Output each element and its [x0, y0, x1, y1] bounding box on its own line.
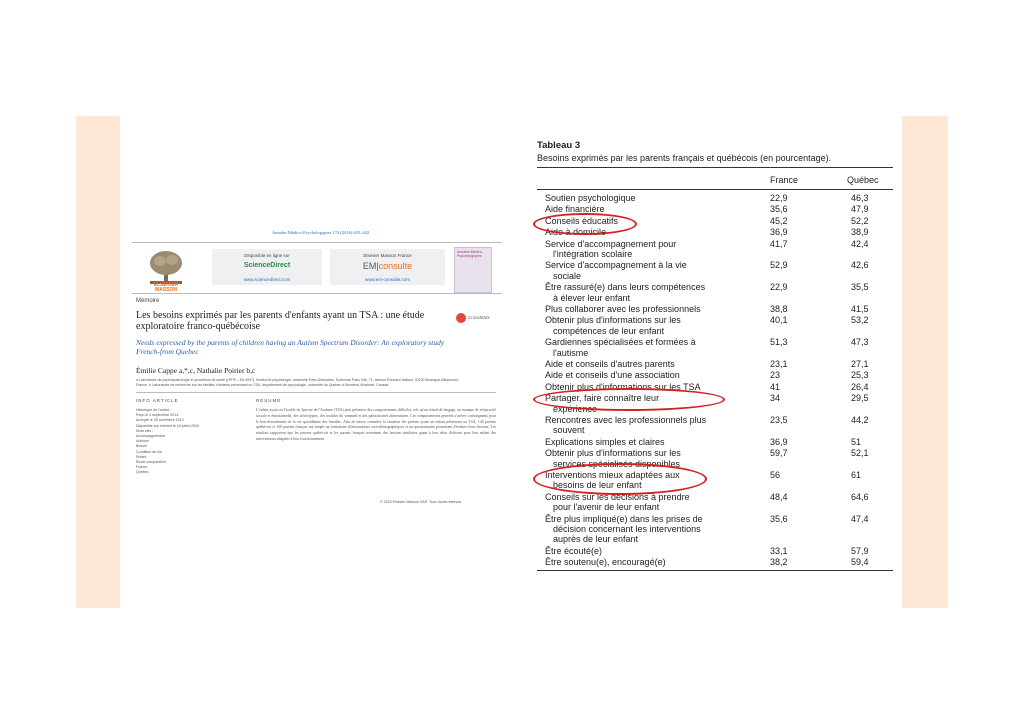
need-text-continued: l'intégration scolaire [553, 249, 633, 259]
need-text: Soutien psychologique [545, 193, 636, 203]
value-quebec: 41,5 [851, 304, 869, 314]
need-label [545, 492, 735, 513]
need-text: Obtenir plus d'informations sur les TSA [545, 381, 701, 392]
value-quebec: 59,4 [851, 557, 869, 568]
table-title: Tableau 3 [537, 140, 581, 151]
need-text: Explications simples et claires [545, 436, 665, 447]
value-france: 38,2 [770, 557, 788, 568]
value-france: 35,6 [770, 204, 788, 215]
resume-heading: RÉSUMÉ [256, 398, 282, 403]
need-label [545, 204, 735, 214]
need-text: Service d'accompagnement à la vie [545, 260, 687, 271]
divider [136, 392, 496, 393]
value-quebec: 57,9 [851, 545, 869, 556]
info-line: Enfant [136, 454, 147, 459]
info-line: Accepté le 25 novembre 2014 [136, 418, 184, 423]
article-title-fr: Les besoins exprimés par les parents d'enfants ayant un TSA : une étude exploratoire franco-québécoise [136, 310, 425, 332]
copyright: © 2015 Elsevier Masson SAS. Tous droits réservés. [380, 500, 463, 504]
need-label [545, 304, 735, 314]
table-caption: Besoins exprimés par les parents français et québécois (en pourcentage). [537, 153, 832, 163]
need-label [545, 546, 735, 556]
value-france: 38,8 [770, 304, 788, 314]
need-text-continued: à élever leur enfant [553, 292, 631, 303]
need-text-continued: sociale [553, 270, 582, 281]
value-france: 36,9 [770, 436, 788, 447]
need-label [545, 193, 735, 203]
article-affiliations: a Laboratoire de psychopathologie et processus de santé (LPPS – EA 4057), Institut de psychologie, université Paris-Descartes, Sorbonne Paris Cité, 71, avenue Édouard-Vaillant, 92100 Boulogne-Billancourt, France. b Laboratoire de recherche sur les familles d'enfants présentant un TSA, département de psychologie, université du Québec à Montréal, Montréal, Canada [136, 378, 459, 387]
value-france: 22,9 [770, 282, 788, 293]
value-france: 35,6 [770, 513, 788, 524]
need-label [545, 448, 735, 469]
need-text-continued: compétences de leur enfant [553, 325, 665, 336]
value-quebec: 61 [851, 470, 862, 480]
info-line: Québec [136, 470, 149, 475]
need-text: Interventions mieux adaptées aux [545, 470, 680, 480]
value-france: 34 [770, 393, 781, 404]
info-line: Mots clés : [136, 428, 154, 433]
need-text-continued: l'autisme [553, 347, 589, 358]
need-label [545, 370, 735, 380]
column-header-france: France [770, 175, 799, 185]
online-label: Disponible en ligne sur [244, 253, 290, 258]
need-text-continued: besoins de leur enfant [553, 480, 642, 491]
column-header-quebec: Québec [847, 175, 879, 185]
need-text: Aide et conseils d'une association [545, 370, 680, 381]
info-line: Reçu le 3 septembre 2014 [136, 413, 179, 418]
need-text: Conseils sur les décisions à prendre [545, 491, 690, 502]
value-france: 23,5 [770, 415, 788, 425]
em-logo-em: EM [362, 261, 377, 271]
need-label [545, 216, 735, 226]
value-quebec: 52,2 [851, 215, 869, 226]
info-line: Condition de vie [136, 449, 162, 454]
journal-reference: Annales Médico-Psychologiques 174 (2016) 635–642 [272, 230, 370, 235]
need-label [545, 315, 735, 336]
need-text: Rencontres avec les professionnels plus [545, 415, 707, 425]
value-quebec: 38,9 [851, 227, 869, 238]
need-label [545, 239, 735, 260]
value-france: 51,3 [770, 337, 788, 348]
value-quebec: 64,6 [851, 491, 869, 502]
em-logo-consulte: consulte [378, 261, 413, 271]
table-header-rule [537, 189, 893, 190]
sciencedirect-logo: ScienceDirect [243, 262, 291, 269]
value-france: 45,2 [770, 215, 788, 226]
article-header [132, 242, 502, 294]
em-consulte-box[interactable] [330, 249, 445, 285]
need-label [545, 282, 735, 303]
need-text-continued: expérience [553, 403, 598, 414]
value-france: 48,4 [770, 491, 788, 502]
need-text-continued: auprès de leur enfant [553, 534, 639, 545]
need-text-continued: services spécialisés disponibles [553, 458, 681, 469]
article-info [136, 408, 236, 476]
value-quebec: 47,9 [851, 204, 869, 215]
elsevier-france-label: Elsevier Masson France [363, 253, 412, 258]
value-quebec: 47,4 [851, 513, 869, 524]
article-authors: Émilie Cappe a,*,c, Nathalie Poirier b,c [136, 366, 256, 375]
value-quebec: 47,3 [851, 337, 869, 348]
need-label [545, 415, 735, 436]
info-line: Disponible sur Internet le 18 juillet 2015 [136, 423, 199, 428]
need-label [545, 557, 735, 567]
need-label [545, 337, 735, 358]
cover-title: Annales Médico-Psychologiques [457, 250, 484, 258]
value-quebec: 53,2 [851, 315, 869, 326]
need-text: Être plus impliqué(e) dans les prises de [545, 513, 703, 524]
value-france: 23 [770, 370, 781, 381]
value-quebec: 25,3 [851, 370, 869, 381]
need-text: Partager, faire connaître leur [545, 393, 660, 404]
value-france: 22,9 [770, 193, 788, 203]
need-label [545, 227, 735, 237]
need-text: Aide financière [545, 204, 605, 215]
article-title-en: Needs expressed by the parents of children having an Autism Spectrum Disorder: An exploratory study French-from Quebec [136, 338, 445, 356]
sciencedirect-box[interactable] [212, 249, 322, 285]
need-label [545, 359, 735, 369]
need-label [545, 260, 735, 281]
need-label [545, 437, 735, 447]
value-france: 59,7 [770, 448, 788, 459]
crossmark-label: CrossMark [468, 315, 490, 320]
left-margin-band [76, 116, 120, 608]
need-text: Aide à domicile [545, 227, 607, 238]
article-page [132, 230, 502, 520]
need-text: Plus collaborer avec les professionnels [545, 304, 701, 314]
need-text: Gardiennes spécialisées et formées à [545, 337, 696, 348]
value-france: 40,1 [770, 315, 788, 326]
value-quebec: 52,1 [851, 448, 869, 459]
em-consulte-logo: EM|consulte [362, 261, 413, 271]
table-bottom-rule [537, 570, 893, 571]
journal-cover-image [454, 247, 492, 293]
info-line: Étude comparative [136, 460, 166, 465]
value-france: 23,1 [770, 359, 788, 369]
crossmark-icon[interactable] [456, 313, 466, 323]
info-line: Autisme [136, 439, 149, 444]
need-text-continued: pour l'avenir de leur enfant [553, 502, 660, 513]
need-text: Aide et conseils d'autres parents [545, 359, 675, 369]
need-text-continued: décision concernant les interventions [553, 524, 701, 534]
need-text: Être écouté(e) [545, 545, 603, 556]
info-line: Besoin [136, 444, 147, 449]
need-label [545, 393, 735, 414]
value-france: 36,9 [770, 227, 788, 238]
value-france: 52,9 [770, 260, 788, 271]
need-text: Être soutenu(e), encouragé(e) [545, 557, 666, 568]
article-section: Mémoire [136, 298, 160, 304]
em-consulte-url[interactable]: www.em-consulte.com [364, 277, 410, 282]
table-top-rule [537, 167, 893, 168]
need-label [545, 514, 735, 545]
need-label [545, 470, 735, 491]
info-line: France [136, 465, 148, 470]
value-france: 41,7 [770, 238, 788, 249]
value-quebec: 27,1 [851, 359, 869, 369]
need-label [545, 382, 735, 392]
value-france: 56 [770, 470, 781, 480]
value-quebec: 29,5 [851, 393, 869, 404]
need-text: Obtenir plus d'informations sur les [545, 315, 681, 326]
value-france: 33,1 [770, 545, 788, 556]
value-quebec: 42,4 [851, 238, 869, 249]
value-quebec: 51 [851, 436, 862, 447]
need-text: Conseils éducatifs [545, 215, 619, 226]
info-line: Accompagnement [136, 434, 165, 439]
value-quebec: 26,4 [851, 381, 869, 392]
sciencedirect-url[interactable]: www.sciencedirect.com [243, 277, 291, 282]
need-text: Obtenir plus d'informations sur les [545, 448, 681, 459]
need-text: Service d'accompagnement pour [545, 238, 677, 249]
value-quebec: 42,6 [851, 260, 869, 271]
right-margin-band [902, 116, 948, 608]
need-text-continued: souvent [553, 425, 585, 436]
value-quebec: 44,2 [851, 415, 869, 425]
publisher-logo-text: ELSEVIER MASSON [153, 282, 179, 293]
info-line: Historique de l'article : [136, 408, 172, 412]
info-heading: INFO ARTICLE [136, 398, 179, 403]
value-quebec: 46,3 [851, 193, 869, 203]
article-abstract: L'enfant ayant un Trouble du Spectre de l'Autisme (TSA) peut présenter des comportements difficiles, tels qu'un retard de langage, un manque de réciprocité sociale et émotionnelle, des stéréotypies, des troubles du sommeil et des particularités alimentaires. Ces comportements peuvent s'avérer contraignants pour le bon déroulement de la vie quotidienne des familles. Afin de mieux connaître la situation des parents ayant un enfant présentant un TSA, 145 parents québécois et 168 parents français ont rempli un formulaire d'informations sociodémographiques et un questionnaire permettant d'évaluer leurs besoins. Les résultats rapportent que les parents québécois et les parents français ressentent des besoins similaires quant à leur désir d'obtenir pour leur enfant des interventions adaptées à leur fonctionnement. [256, 408, 496, 441]
value-quebec: 35,5 [851, 282, 869, 293]
value-france: 41 [770, 381, 781, 392]
need-text: Être rassuré(e) dans leurs compétences [545, 282, 706, 293]
